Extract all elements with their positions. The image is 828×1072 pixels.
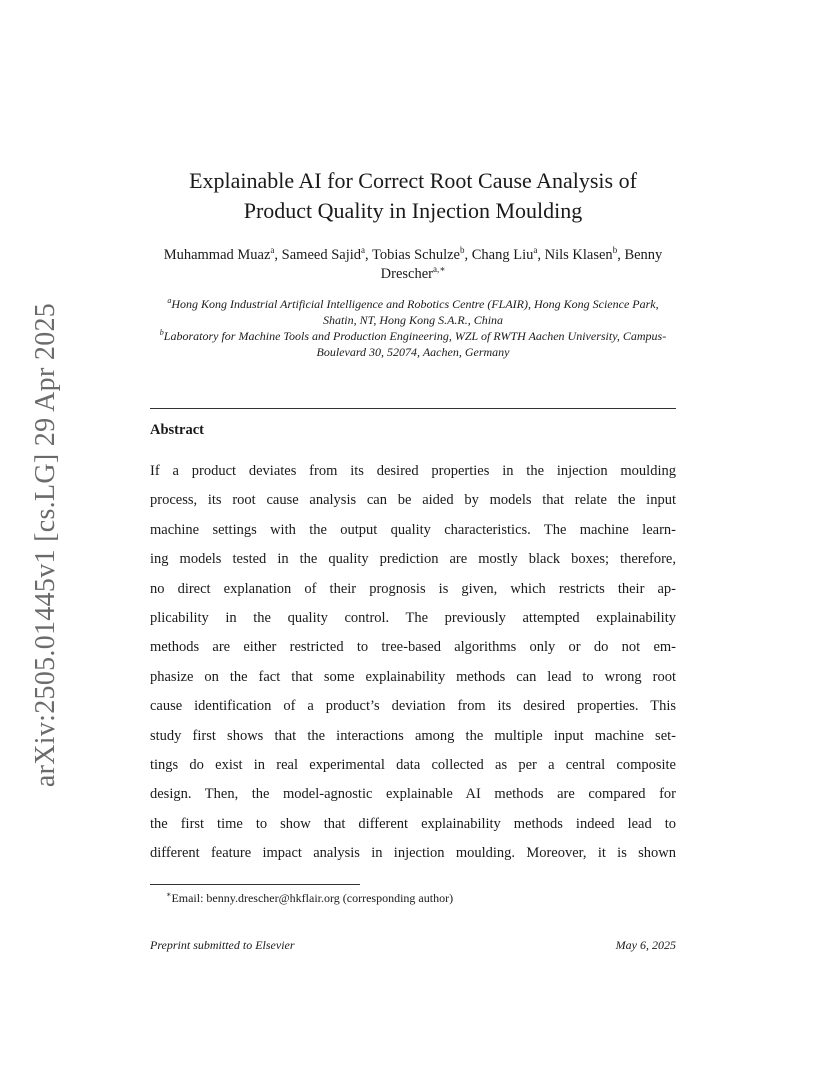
author: Muhammad Muaz$^a$,: [163, 245, 282, 263]
arxiv-identifier: arXiv:2505.01445v1 [cs.LG] 29 Apr 2025: [30, 302, 61, 788]
affiliation-b: $^b$Laboratory for Machine Tools and Production Engineering, WZL of RWTH Aachen University, Campus-Boulevard 30, 52074, Aachen, Germany: [159, 328, 667, 359]
author: Sameed Sajid$^a$,: [281, 245, 373, 263]
author-affiliation-mark: a: [533, 245, 538, 256]
author-list: [150, 246, 676, 284]
abstract-line: no direct explanation of their prognosis is given, which restricts their ap-: [150, 580, 676, 597]
title-block: [150, 166, 676, 226]
title-line-2: Product Quality in Injection Moulding: [243, 198, 583, 223]
affiliation-a: $^a$Hong Kong Industrial Artificial Intelligence and Robotics Centre (FLAIR), Hong Kong Science Park, Shatin, NT, Hong Kong S.A.R., China: [167, 296, 659, 327]
footnote-rule: [150, 884, 360, 885]
abstract-line: plicability in the quality control. The previously attempted explainability: [150, 609, 676, 626]
abstract-line: the first time to show that different explainability methods indeed lead to: [150, 815, 676, 832]
footer-preprint-note: Preprint submitted to Elsevier: [150, 938, 295, 952]
affiliation-mark: a: [167, 296, 172, 305]
footer-date: May 6, 2025: [615, 938, 676, 952]
abstract-line: cause identification of a product’s deviation from its desired properties. This: [150, 698, 676, 715]
author-affiliation-mark: b: [460, 245, 465, 256]
abstract-heading: Abstract: [150, 422, 204, 438]
author: Chang Liu$^a$,: [471, 245, 545, 263]
author-affiliation-mark: a,∗: [432, 264, 446, 275]
author: Tobias Schulze$^b$,: [372, 245, 472, 263]
footnote-mark: ∗: [166, 890, 172, 899]
author: Benny Drescher$^{a,∗}$: [380, 247, 663, 282]
abstract-line: tings do exist in real experimental data collected as per a central composite: [150, 756, 676, 773]
author: Nils Klasen$^b$,: [544, 245, 625, 263]
author-affiliation-mark: a: [270, 245, 275, 256]
abstract-line: If a product deviates from its desired properties in the injection moulding: [150, 463, 676, 479]
abstract-line: phasize on the fact that some explainability methods can lead to wrong root: [150, 668, 676, 685]
title-line-1: Explainable AI for Correct Root Cause Analysis of: [189, 168, 637, 193]
footnote: [166, 890, 453, 906]
abstract-line: different feature impact analysis in injection moulding. Moreover, it is shown: [150, 845, 676, 862]
abstract-body: [150, 457, 676, 868]
affiliations: [150, 296, 676, 360]
paper-title: [150, 166, 676, 226]
abstract-line: study first shows that the interactions among the multiple input machine set-: [150, 727, 676, 744]
abstract-line: ing models tested in the quality prediction are mostly black boxes; therefore,: [150, 551, 676, 568]
abstract-line: process, its root cause analysis can be aided by models that relate the input: [150, 492, 676, 509]
author-affiliation-mark: b: [612, 245, 618, 256]
author-affiliation-mark: a: [361, 245, 366, 256]
abstract-line: methods are either restricted to tree-based algorithms only or do not em-: [150, 639, 676, 656]
footnote-text: Email: benny.drescher@hkflair.org (corresponding author): [171, 891, 454, 905]
abstract-top-rule: [150, 408, 676, 409]
affiliation-mark: b: [159, 328, 164, 337]
abstract-line: machine settings with the output quality characteristics. The machine learn-: [150, 521, 676, 538]
abstract-line: design. Then, the model-agnostic explainable AI methods are compared for: [150, 786, 676, 803]
